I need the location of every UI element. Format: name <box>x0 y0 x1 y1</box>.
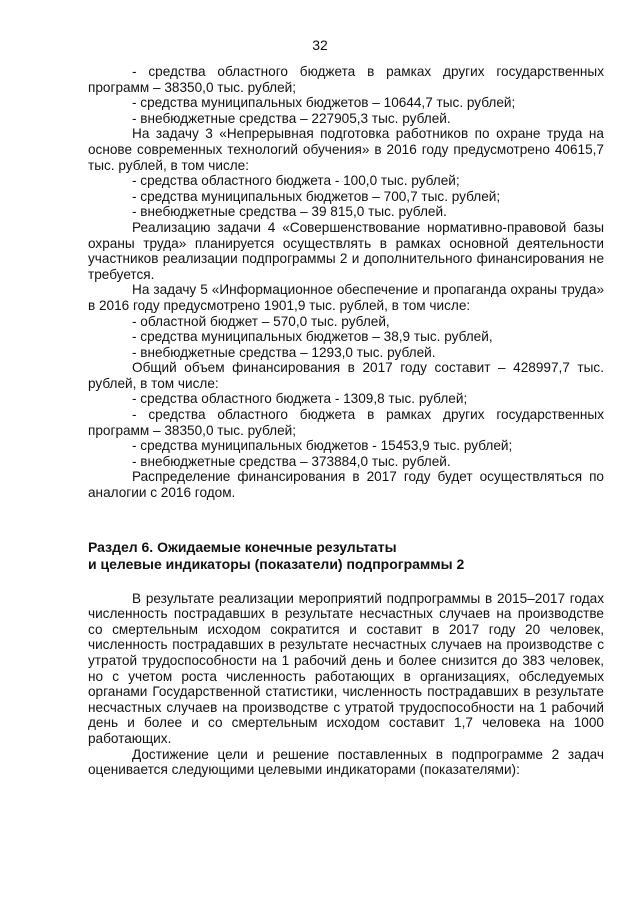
paragraph: - внебюджетные средства – 1293,0 тыс. рублей. <box>132 344 436 360</box>
paragraph: - внебюджетные средства – 39 815,0 тыс. рублей. <box>132 204 447 220</box>
document-body <box>88 64 604 778</box>
paragraph: На задачу 5 «Информационное обеспечение и пропаганда охраны труда» в 2016 году предусмотрено 1901,9 тыс. рублей, в том числе: <box>88 282 604 313</box>
paragraph: - средства муниципальных бюджетов – 38,9 тыс. рублей, <box>132 329 493 345</box>
paragraph: - средства муниципальных бюджетов - 15453,9 тыс. рублей; <box>132 438 513 454</box>
paragraph: Достижение цели и решение поставленных в подпрограмме 2 задач оценивается следующими целевыми индикаторами (показателями): <box>88 746 604 778</box>
paragraph: - средства областного бюджета - 1309,8 тыс. рублей; <box>132 391 468 407</box>
paragraph: - средства областного бюджета в рамках других государственных программ – 38350,0 тыс. рублей; <box>88 64 604 95</box>
paragraph: Распределение финансирования в 2017 году будет осуществляться по аналогии с 2016 годом. <box>88 469 604 501</box>
paragraph: - средства областного бюджета - 100,0 тыс. рублей; <box>132 173 460 189</box>
section-heading <box>88 539 604 573</box>
paragraph: Реализацию задачи 4 «Совершенствование нормативно-правовой базы охраны труда» планируется осуществлять в рамках основной деятельности участников реализации подпрограммы 2 и дополнительного финансирования не требуется. <box>88 219 604 282</box>
paragraph: - средства муниципальных бюджетов – 700,7 тыс. рублей; <box>132 188 501 204</box>
section-heading-line-1: Раздел 6. Ожидаемые конечные результаты <box>88 538 397 555</box>
paragraph: - средства областного бюджета в рамках других государственных программ – 38350,0 тыс. рублей; <box>88 407 604 438</box>
paragraph: - областной бюджет – 570,0 тыс. рублей, <box>132 313 390 329</box>
paragraph: В результате реализации мероприятий подпрограммы в 2015–2017 годах численность пострадавших в результате несчастных случаев на производстве со смертельным исходом сократится и составит в 2017 году 20 человек, численность пострадавших в результате несчастных случаев на производстве с утратой трудоспособности на 1 рабочий день и более снизится до 383 человек, но с учетом роста численность работающих в организациях, обследуемых органами Государственной статистики, численность пострадавших в результате несчастных случаев на производстве с утратой трудоспособности на 1 рабочий день и более и со смертельным исходом составит 1,7 человека на 1000 работающих. <box>88 590 604 746</box>
page-number: 32 <box>312 37 328 53</box>
paragraph: - внебюджетные средства – 227905,3 тыс. рублей. <box>132 110 451 126</box>
paragraph: - средства муниципальных бюджетов – 10644,7 тыс. рублей; <box>132 95 516 111</box>
paragraph: - внебюджетные средства – 373884,0 тыс. рублей. <box>132 453 451 469</box>
paragraph: Общий объем финансирования в 2017 году составит – 428997,7 тыс. рублей, в том числе: <box>88 360 604 391</box>
paragraph: На задачу 3 «Непрерывная подготовка работников по охране труда на основе современных технологий обучения» в 2016 году предусмотрено 40615,7 тыс. рублей, в том числе: <box>88 126 604 173</box>
section-heading-line-2: и целевые индикаторы (показатели) подпрограммы 2 <box>88 555 465 572</box>
